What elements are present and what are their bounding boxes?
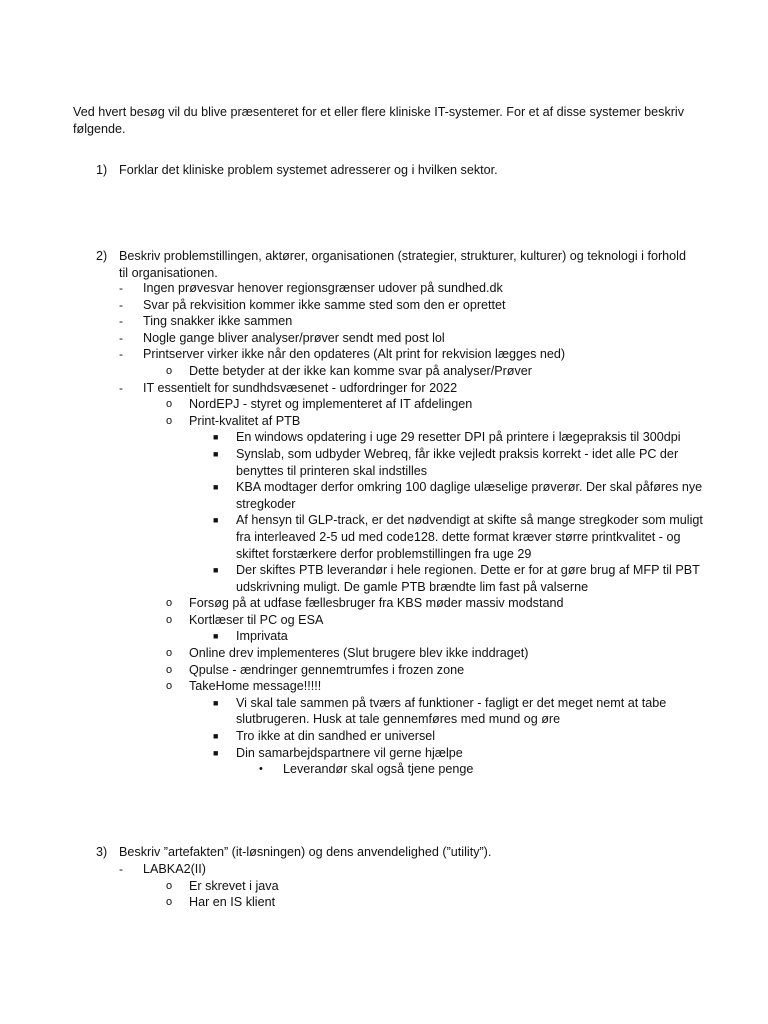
list-item-text: Leverandør skal også tjene penge (283, 762, 474, 777)
list-item (0, 297, 620, 314)
list-item-text: LABKA2(II) (143, 862, 206, 876)
list-item-text: IT essentielt for sundhdsvæsenet - udfordringer for 2022 (143, 380, 458, 395)
question-3-bullet-list (0, 861, 620, 911)
list-item-text: TakeHome message!!!!! (189, 679, 322, 694)
bullet-marker-icon: ■ (213, 731, 219, 742)
list-item (0, 396, 620, 413)
bullet-marker-icon: o (166, 663, 173, 676)
bullet-marker-icon: o (166, 647, 173, 660)
bullet-marker-icon: ■ (213, 448, 219, 459)
bullet-marker-icon: o (166, 597, 173, 610)
list-item-text: Printserver virker ikke når den opdateres (Alt print for rekvision lægges ned) (143, 347, 566, 362)
list-item (0, 761, 620, 778)
list-item (0, 413, 620, 430)
bullet-marker-icon: o (166, 613, 173, 626)
bullet-marker-icon: ■ (213, 432, 219, 443)
list-item (0, 380, 620, 397)
list-item (0, 662, 620, 679)
question-number: 1) (96, 163, 108, 177)
list-item-text: Synslab, som udbyder Webreq, får ikke vejledt praksis korrekt - idet alle PC der benyttes til printeren skal indstilles (236, 446, 679, 478)
list-item-text: Nogle gange bliver analyser/prøver sendt med post lol (143, 330, 445, 345)
question-number: 2) (96, 249, 108, 263)
intro-paragraph: Ved hvert besøg vil du blive præsenteret for et eller flere kliniske IT-systemer. For et af disse systemer beskriv følgende. (73, 105, 685, 136)
bullet-marker-icon: - (119, 347, 123, 362)
list-item-text: Ingen prøvesvar henover regionsgrænser udover på sundhed.dk (143, 281, 503, 295)
list-item-text: Der skiftes PTB leverandør i hele regionen. Dette er for at gøre brug af MFP til PBT udskrivning muligt. De gamle PTB brændte lim fast på valserne (236, 563, 700, 594)
list-item-text: Tro ikke at din sandhed er universel (236, 729, 436, 744)
question-text: Forklar det kliniske problem systemet adresserer og i hvilken sektor. (119, 163, 498, 177)
list-item-text: Online drev implementeres (Slut brugere blev ikke inddraget) (189, 646, 529, 661)
list-item (0, 595, 620, 612)
list-item-text: En windows opdatering i uge 29 resetter DPI på printere i lægepraksis til 300dpi (236, 430, 681, 445)
bullet-marker-icon: ■ (213, 515, 219, 526)
bullet-marker-icon: ■ (213, 565, 219, 576)
list-item (0, 628, 620, 645)
list-item-text: Svar på rekvisition kommer ikke samme sted som den er oprettet (143, 297, 506, 312)
list-item-text: Forsøg på at udfase fællesbruger fra KBS møder massiv modstand (189, 596, 564, 611)
bullet-marker-icon: - (119, 281, 123, 295)
question-text: Beskriv problemstillingen, aktører, organisationen (strategier, strukturer, kulturer) og teknologi i forhold til organisationen. (119, 249, 686, 280)
list-item (0, 894, 620, 911)
list-item-text: Imprivata (236, 629, 288, 644)
bullet-marker-icon: - (119, 330, 123, 345)
list-item (0, 562, 700, 595)
list-item (0, 678, 620, 695)
bullet-marker-icon: ■ (213, 631, 219, 642)
list-item (0, 728, 620, 745)
bullet-marker-icon: ■ (213, 747, 219, 758)
list-item-text: KBA modtager derfor omkring 100 daglige ulæselige prøverør. Der skal påføres nye stregkoder (236, 480, 703, 511)
bullet-marker-icon: o (166, 879, 173, 892)
bullet-marker-icon: ■ (213, 697, 219, 708)
list-item (0, 363, 620, 380)
list-item (0, 330, 620, 347)
list-item (0, 878, 620, 895)
bullet-marker-icon: o (166, 364, 173, 377)
list-item (0, 446, 679, 479)
list-item-text: Af hensyn til GLP-track, er det nødvendigt at skifte så mange stregkoder som muligt fra interleaved 2-5 ud med code128. dette format kræver større printkvalitet - og skiftet forstærkere derfor problemstillingen fra uge 29 (236, 513, 703, 561)
list-item (0, 512, 703, 562)
bullet-marker-icon: • (259, 763, 263, 776)
question-number: 3) (96, 845, 108, 859)
list-item (0, 645, 620, 662)
question-text: Beskriv ”artefakten” (it-løsningen) og dens anvendelighed (”utility”). (119, 845, 492, 859)
list-item-text: Vi skal tale sammen på tværs af funktioner - fagligt er det meget nemt at tabe slutbrugeren. Husk at tale gennemføres med mund og øre (236, 695, 667, 727)
bullet-marker-icon: - (119, 297, 123, 312)
bullet-marker-icon: o (166, 896, 173, 909)
bullet-marker-icon: - (119, 380, 123, 395)
bullet-marker-icon: ■ (213, 482, 219, 493)
list-item (0, 612, 620, 629)
list-item-text: Ting snakker ikke sammen (143, 314, 293, 329)
list-item (0, 861, 620, 878)
bullet-marker-icon: - (119, 314, 123, 329)
list-item (0, 745, 620, 762)
question-2-bullet-list (0, 280, 703, 778)
list-item (0, 695, 667, 728)
list-item-text: Qpulse - ændringer gennemtrumfes i frozen zone (189, 662, 465, 677)
list-item-text: Dette betyder at der ikke kan komme svar på analyser/Prøver (189, 363, 532, 378)
bullet-marker-icon: o (166, 680, 173, 693)
list-item-text: Har en IS klient (189, 895, 276, 910)
list-item-text: Print-kvalitet af PTB (189, 413, 301, 428)
list-item (0, 479, 703, 512)
list-item (0, 280, 620, 297)
list-item-text: Din samarbejdspartnere vil gerne hjælpe (236, 745, 463, 760)
list-item (0, 429, 681, 446)
bullet-marker-icon: o (166, 398, 173, 411)
list-item-text: NordEPJ - styret og implementeret af IT afdelingen (189, 397, 473, 412)
list-item (0, 313, 620, 330)
bullet-marker-icon: - (119, 862, 123, 876)
list-item (0, 346, 620, 363)
list-item-text: Kortlæser til PC og ESA (189, 612, 324, 627)
list-item-text: Er skrevet i java (189, 878, 279, 893)
bullet-marker-icon: o (166, 414, 173, 427)
